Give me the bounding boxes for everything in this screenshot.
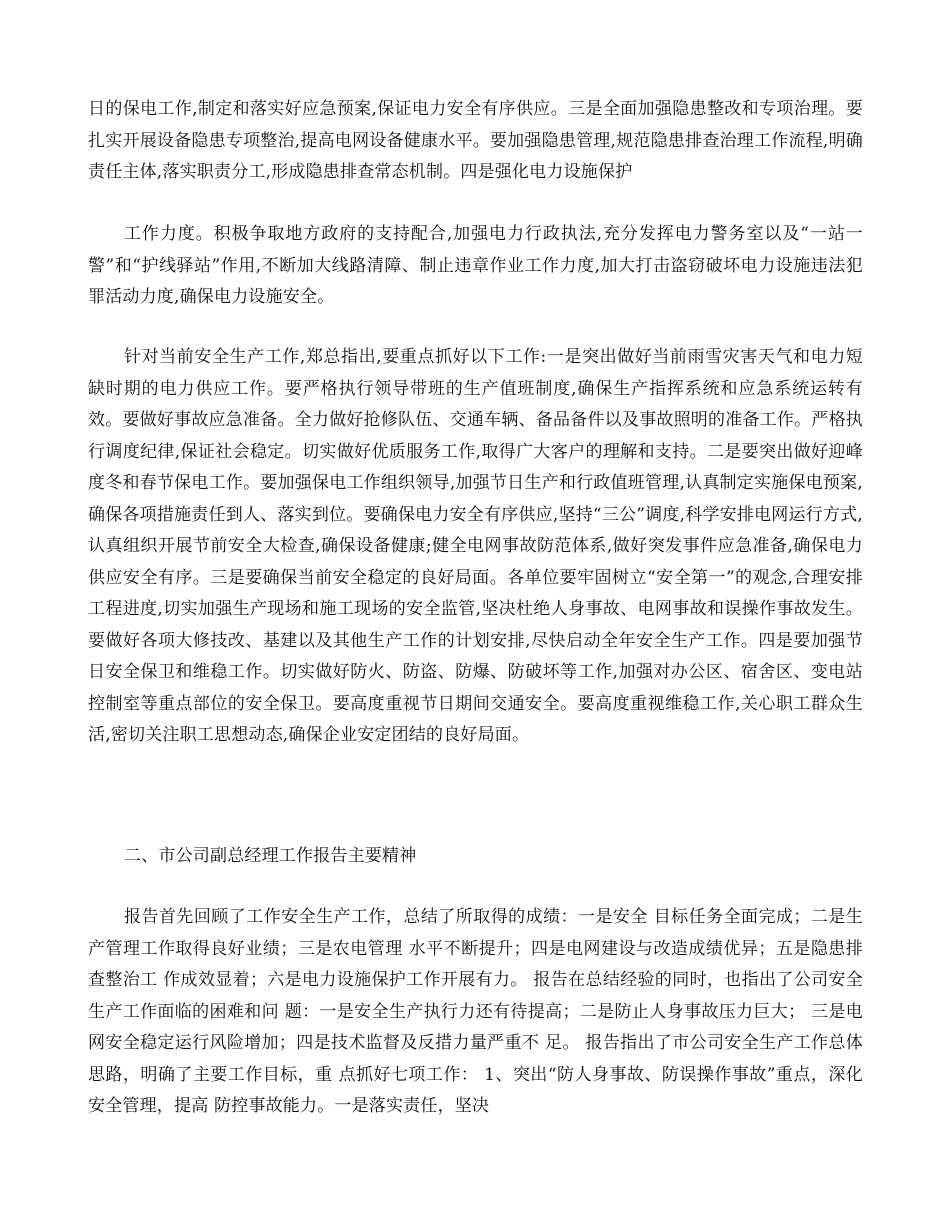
paragraph-report-summary: 报告首先回顾了工作安全生产工作，总结了所取得的成绩：一是安全 目标任务全面完成；二是生产管理工作取得良好业绩；三是农电管理 水平不断提升；四是电网建设与改造成绩优异；五是隐患排查整治工 作成效显着；六是电力设施保护工作开展有力。 报告在总结经验的同时，也指出了公司安全生产工作面临的困难和问 题：一是安全生产执行力还有待提高；二是防止人身事故压力巨大； 三是电网安全稳定运行风险增加；四是技术监督及反措力量严重不 足。 报告指出了市公司安全生产工作总体思路，明确了主要工作目标，重 点抓好七项工作： 1、突出“防人身事故、防误操作事故”重点，深化安全管理，提高 防控事故能力。一是落实责任，坚决 xyxy=(88,907,863,1116)
section-heading-deputy-report: 二、市公司副总经理工作报告主要精神 xyxy=(124,846,417,866)
paragraph-power-protection-continued: 日的保电工作,制定和落实好应急预案,保证电力安全有序供应。三是全面加强隐患整改和专项治理。要扎实开展设备隐患专项整治,提高电网设备健康水平。要加强隐患管理,规范隐患排查治理工作流程,明确责任主体,落实职责分工,形成隐患排查常态机制。四是强化电力设施保护 xyxy=(88,99,863,182)
paragraph-current-safety-work: 针对当前安全生产工作,郑总指出,要重点抓好以下工作:一是突出做好当前雨雪灾害天气和电力短缺时期的电力供应工作。要严格执行领导带班的生产值班制度,确保生产指挥系统和应急系统运转有效。要做好事故应急准备。全力做好抢修队伍、交通车辆、备品备件以及事故照明的准备工作。严格执行调度纪律,保证社会稳定。切实做好优质服务工作,取得广大客户的理解和支持。二是要突出做好迎峰度冬和春节保电工作。要加强保电工作组织领导,加强节日生产和行政值班管理,认真制定实施保电预案,确保各项措施责任到人、落实到位。要确保电力安全有序供应,坚持“三公”调度,科学安排电网运行方式,认真组织开展节前安全大检查,确保设备健康;健全电网事故防范体系,做好突发事件应急准备,确保电力供应安全有序。三是要确保当前安全稳定的良好局面。各单位要牢固树立“安全第一”的观念,合理安排工程进度,切实加强生产现场和施工现场的安全监管,坚决杜绝人身事故、电网事故和误操作事故发生。要做好各项大修技改、基建以及其他生产工作的计划安排,尽快启动全年安全生产工作。四是要加强节日安全保卫和维稳工作。切实做好防火、防盗、防爆、防破坏等工作,加强对办公区、宿舍区、变电站控制室等重点部位的安全保卫。要高度重视节日期间交通安全。要高度重视维稳工作,关心职工群众生活,密切关注职工思想动态,确保企业安定团结的良好局面。 xyxy=(88,347,863,745)
paragraph-facility-protection: 工作力度。积极争取地方政府的支持配合,加强电力行政执法,充分发挥电力警务室以及“一站一警”和“护线驿站”作用,不断加大线路清障、制止违章作业工作力度,加大打击盗窃破坏电力设施违法犯罪活动力度,确保电力设施安全。 xyxy=(88,224,863,307)
